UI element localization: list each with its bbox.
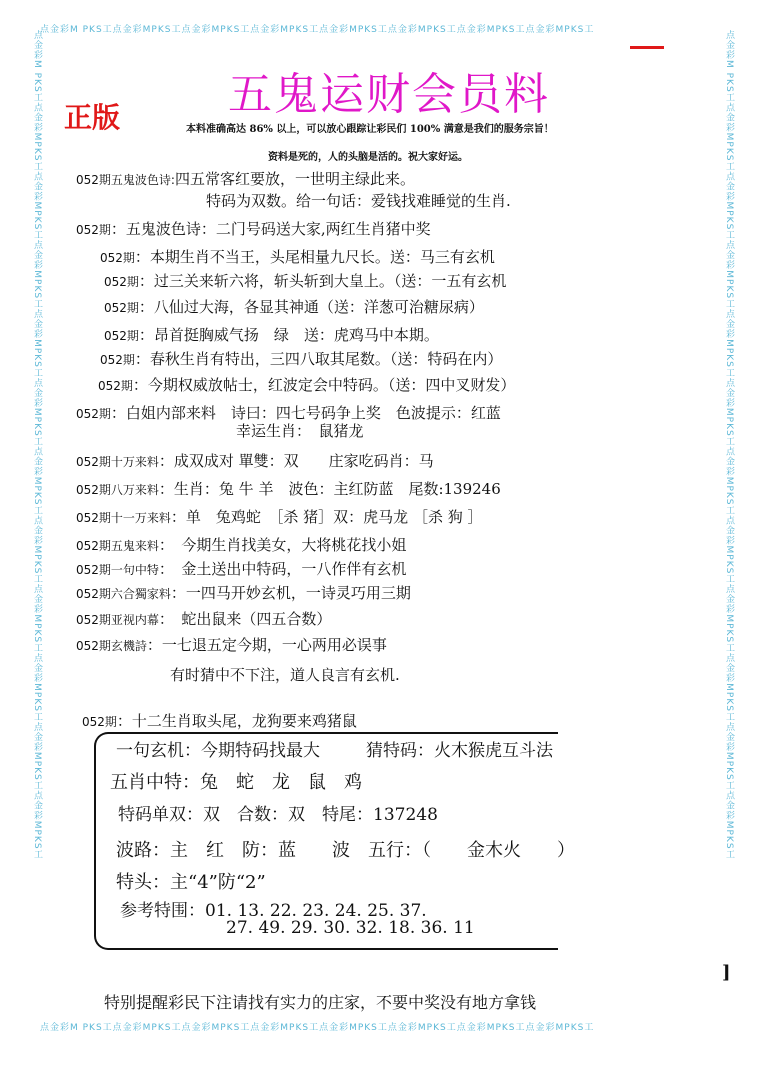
red-mark: [630, 46, 664, 49]
content-line: 052期十一万来料：单 兔鸡蛇 ［杀 猪］双：虎马龙 ［杀 狗 ］: [76, 508, 483, 526]
subtitle-accuracy: 本料准确高达 86% 以上，可以放心跟踪让彩民们 100% 满意是我们的服务宗旨！: [186, 124, 554, 135]
border-watermark-bottom: 点金彩M PKS工点金彩MPKS工点金彩MPKS工点金彩MPKS工点金彩MPKS工点金彩MPKS工点金彩MPKS工点金彩MPKS工: [40, 1023, 595, 1033]
border-watermark-top: 点金彩M PKS工点金彩MPKS工点金彩MPKS工点金彩MPKS工点金彩MPKS工点金彩MPKS工点金彩MPKS工点金彩MPKS工: [40, 25, 595, 35]
content-line: 052期五鬼波色诗:四五常客红要放，一世明主绿此来。: [76, 170, 415, 188]
right-bracket-mark: ]: [722, 962, 731, 983]
footer-reminder: 特别提醒彩民下注请找有实力的庄家，不要中奖没有地方拿钱: [104, 993, 537, 1012]
content-line: 052期：白姐内部来料 诗曰：四七号码争上奖 色波提示：红蓝: [76, 404, 501, 422]
box-five-zodiac: 五肖中特：兔 蛇 龙 鼠 鸡: [110, 772, 362, 793]
box-guess: 猜特码：火木猴虎互斗法: [366, 741, 553, 761]
content-line: 052期十万来料：成双成对 單雙：双 庄家吃码肖：马: [76, 452, 434, 470]
border-watermark-right: 点金彩M PKS工点金彩MPKS工点金彩MPKS工点金彩MPKS工点金彩MPKS工点金彩MPKS工点金彩MPKS工点金彩MPKS工点金彩MPKS工点金彩MPKS工点金彩MPKS工点金彩MPKS工: [724, 30, 734, 860]
content-line: 052期：十二生肖取头尾，龙狗要来鸡猪鼠: [82, 712, 357, 730]
content-line: 052期亚视内幕： 蛇出鼠来（四五合数）: [76, 610, 332, 628]
content-line: 有时猜中不下注，道人良言有玄机.: [170, 666, 400, 684]
content-line: 052期：春秋生肖有特出，三四八取其尾数。（送：特码在内）: [100, 350, 503, 368]
content-line: 052期玄機詩：一七退五定今期，一心两用必误事: [76, 636, 387, 654]
content-line: 052期八万来料：生肖：兔 牛 羊 波色：主红防蓝 尾数:139246: [76, 480, 501, 498]
content-line: 052期：五鬼波色诗：二门号码送大家,两红生肖猪中奖: [76, 220, 431, 238]
box-hint: 一句玄机：今期特码找最大: [116, 741, 320, 761]
content-line: 052期：昂首挺胸威气扬 绿 送：虎鸡马中本期。: [104, 326, 439, 344]
content-line: 052期：八仙过大海，各显其神通（送：洋葱可治糖尿病）: [104, 298, 484, 316]
box-range-2: 27. 49. 29. 30. 32. 18. 36. 11: [226, 918, 475, 938]
content-line: 特码为双数。给一句话：爱钱找难睡觉的生肖.: [206, 192, 511, 210]
content-line: 052期：本期生肖不当王，头尾相量九尺长。送：马三有玄机: [100, 248, 495, 266]
box-range-1: 参考特围：01. 13. 22. 23. 24. 25. 37.: [120, 901, 427, 921]
border-watermark-left: 点金彩M PKS工点金彩MPKS工点金彩MPKS工点金彩MPKS工点金彩MPKS工点金彩MPKS工点金彩MPKS工点金彩MPKS工点金彩MPKS工点金彩MPKS工点金彩MPKS工点金彩MPKS工: [32, 30, 42, 860]
page-title: 五鬼运财会员料: [228, 69, 550, 120]
box-head: 特头：主“4”防“2”: [116, 872, 266, 893]
content-line: 052期六合獨家料：一四马开妙玄机，一诗灵巧用三期: [76, 584, 411, 602]
box-odd-even: 特码单双：双 合数：双 特尾：137248: [118, 805, 438, 825]
box-wave: 波路：主 红 防：蓝 波 五行：（ 金木火 ）: [116, 840, 575, 861]
subtitle-luck: 资料是死的，人的头脑是活的。祝大家好运。: [268, 152, 468, 163]
content-line: 052期：今期权威放帖士，红波定会中特码。（送：四中叉财发）: [98, 376, 516, 394]
content-line: 052期一句中特： 金土送出中特码，一八作伴有玄机: [76, 560, 407, 578]
genuine-badge: 正版: [64, 101, 121, 134]
content-line: 052期五鬼来料： 今期生肖找美女，大将桃花找小姐: [76, 536, 407, 554]
content-line: 052期：过三关来斩六将，斩头斩到大皇上。（送：一五有玄机: [104, 272, 507, 290]
content-line: 幸运生肖： 鼠猪龙: [236, 422, 364, 440]
